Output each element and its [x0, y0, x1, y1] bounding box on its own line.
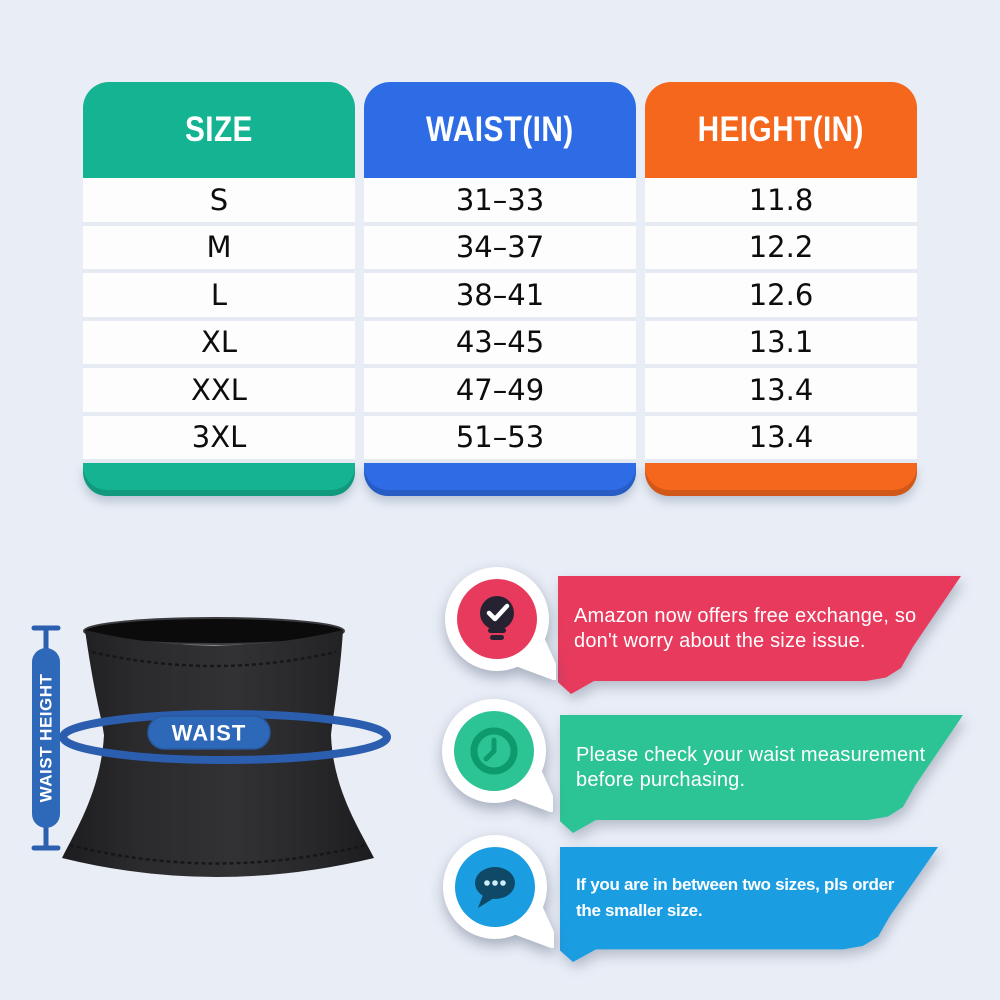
table-cell: XXL — [83, 368, 355, 416]
callout-line: the smaller size. — [576, 901, 703, 920]
waist-trainer-illustration — [20, 600, 440, 900]
column-body — [83, 178, 355, 463]
callout-badge — [441, 698, 553, 820]
column-header-label: WAIST(IN) — [426, 110, 574, 149]
size-chart-column-size — [83, 82, 355, 496]
column-header — [364, 82, 636, 178]
table-cell: L — [83, 273, 355, 321]
table-cell: M — [83, 226, 355, 274]
table-cell: 12.6 — [645, 273, 917, 321]
callout-line: don't worry about the size issue. — [574, 629, 866, 652]
table-cell: 13.4 — [645, 368, 917, 416]
table-cell: 31–33 — [364, 178, 636, 226]
table-cell: 43–45 — [364, 321, 636, 369]
column-body — [645, 178, 917, 463]
callout-text — [558, 576, 961, 681]
column-body — [364, 178, 636, 463]
column-footer — [645, 463, 917, 496]
size-chart-column-waist-in- — [364, 82, 636, 496]
callout-badge — [444, 566, 556, 688]
callout-line: If you are in between two sizes, pls order — [576, 875, 895, 894]
callout-text — [560, 847, 938, 949]
table-cell: XL — [83, 321, 355, 369]
column-header — [83, 82, 355, 178]
table-cell: 51–53 — [364, 416, 636, 464]
column-header — [645, 82, 917, 178]
column-footer — [364, 463, 636, 496]
table-cell: 13.4 — [645, 416, 917, 464]
table-cell: 3XL — [83, 416, 355, 464]
callout-text — [560, 715, 963, 820]
callout-line: before purchasing. — [576, 768, 746, 791]
callout-measure — [560, 715, 963, 833]
column-footer — [83, 463, 355, 496]
column-header-label: SIZE — [185, 110, 253, 149]
callout-line: Please check your waist measurement — [576, 743, 926, 766]
callout-line: Amazon now offers free exchange, so — [574, 604, 917, 627]
callout-exchange — [558, 576, 961, 694]
table-cell: 34–37 — [364, 226, 636, 274]
table-cell: S — [83, 178, 355, 226]
table-cell: 11.8 — [645, 178, 917, 226]
size-chart-table — [83, 82, 917, 496]
table-cell: 12.2 — [645, 226, 917, 274]
waist-height-label: WAIST HEIGHT — [36, 673, 56, 803]
size-chart-column-height-in- — [645, 82, 917, 496]
callout-between-sizes — [560, 847, 938, 962]
table-cell: 13.1 — [645, 321, 917, 369]
callout-badge — [442, 834, 554, 956]
table-cell: 47–49 — [364, 368, 636, 416]
waist-label: WAIST — [171, 720, 247, 746]
table-cell: 38–41 — [364, 273, 636, 321]
column-header-label: HEIGHT(IN) — [697, 110, 865, 149]
